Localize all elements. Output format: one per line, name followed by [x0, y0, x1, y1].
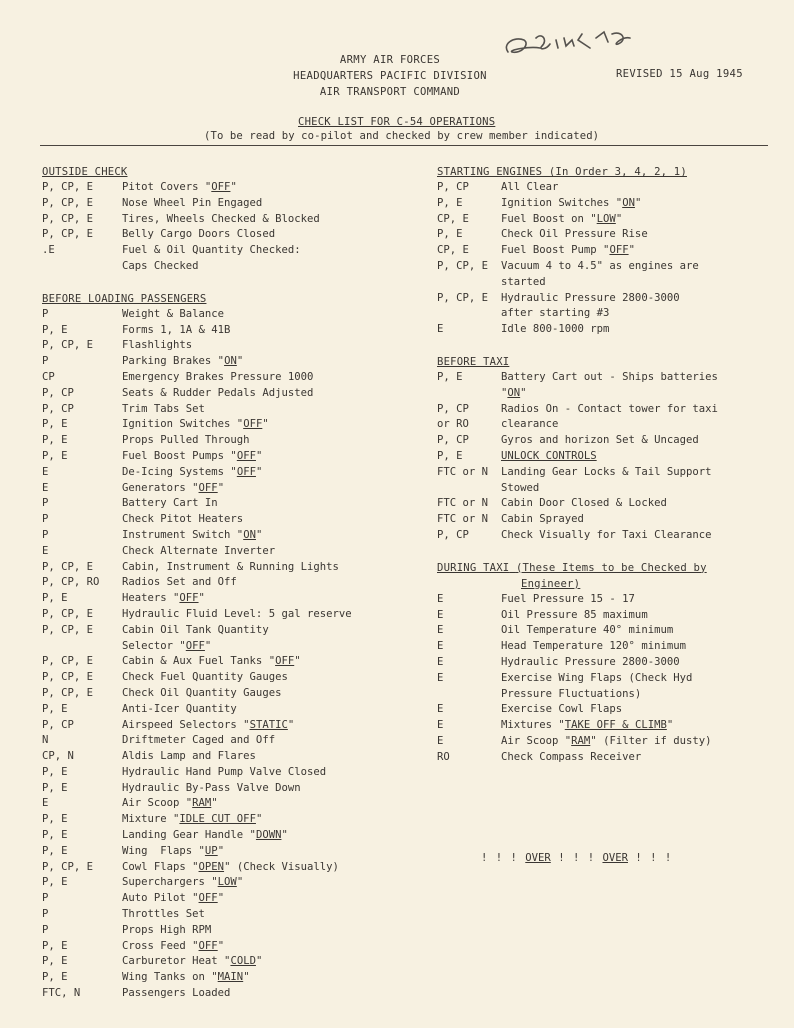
check-item-text: Battery Cart out - Ships batteries: [501, 370, 718, 383]
check-item-text: Ignition Switches "ON": [501, 196, 642, 209]
checklist-item: [42, 939, 422, 955]
checklist-item: [437, 702, 767, 718]
checklist-item: [437, 227, 767, 243]
check-item-text: All Clear: [501, 181, 559, 193]
header-divider: [40, 145, 768, 146]
section-title: OUTSIDE CHECK: [42, 166, 128, 178]
check-item-text: Cabin Door Closed & Locked: [501, 497, 667, 510]
section-title: BEFORE LOADING PASSENGERS: [42, 292, 207, 305]
crew-member: P, CP: [42, 386, 74, 399]
check-item-text: Hydraulic Fluid Level: 5 gal reserve: [122, 607, 352, 620]
checklist-item: [42, 402, 422, 418]
checklist-item: [42, 449, 422, 465]
crew-member: P, CP, E: [42, 560, 94, 573]
org-line-2: HEADQUARTERS PACIFIC DIVISION: [293, 70, 487, 82]
crew-member: [437, 481, 501, 497]
crew-member: P, E: [42, 813, 68, 826]
check-item-text: Air Scoop "RAM" (Filter if dusty): [501, 734, 712, 747]
checklist-item: [437, 196, 767, 212]
check-item-text: Fuel Boost Pump "OFF": [501, 244, 635, 257]
crew-member: P: [42, 908, 49, 921]
crew-member: E: [437, 640, 444, 653]
crew-member: P, CP: [42, 402, 74, 415]
checklist-item: [42, 338, 422, 354]
org-line-3: AIR TRANSPORT COMMAND: [319, 86, 461, 98]
checklist-item: [42, 307, 422, 323]
check-item-text: Props Pulled Through: [122, 434, 250, 447]
over-word-2: OVER: [602, 852, 628, 864]
check-item-text: Hydraulic Pressure 2800-3000: [501, 655, 680, 668]
checklist-item: [42, 212, 422, 228]
checklist-item: [437, 623, 767, 639]
checklist-item: [42, 875, 422, 891]
crew-member: E: [437, 719, 444, 732]
checklist-item: [437, 275, 767, 291]
check-item-text: Hydraulic By-Pass Valve Down: [122, 781, 301, 794]
check-item-text: Idle 800-1000 rpm: [501, 323, 610, 336]
check-item-text: Wing Flaps "UP": [122, 844, 225, 857]
crew-member: P: [42, 497, 49, 510]
checklist-item: [437, 671, 767, 687]
check-item-text: Throttles Set: [122, 908, 205, 921]
crew-member: P, E: [42, 844, 68, 857]
check-item-text: Check Pitot Heaters: [122, 513, 244, 526]
crew-member: CP, E: [437, 212, 469, 225]
section-before-taxi: [437, 354, 767, 544]
checklist-item: [437, 243, 767, 259]
checklist-item: [42, 860, 422, 876]
checklist-item: [42, 844, 422, 860]
check-item-text: Air Scoop "RAM": [122, 797, 218, 810]
check-item-text: Check Alternate Inverter: [122, 544, 276, 557]
exclamation-suffix: ! ! !: [635, 852, 673, 864]
checklist-item: [437, 386, 767, 402]
crew-member: CP, E: [437, 244, 469, 257]
crew-member: P, CP, E: [42, 607, 94, 620]
over-note: [481, 852, 672, 864]
over-word: OVER: [525, 852, 551, 864]
crew-member: P: [42, 513, 49, 526]
checklist-item: [437, 481, 767, 497]
document-title: CHECK LIST FOR C-54 OPERATIONS: [298, 116, 496, 128]
crew-member: E: [437, 734, 444, 747]
check-item-text: Check Compass Receiver: [501, 750, 642, 763]
checklist-item: [42, 749, 422, 765]
crew-member: FTC, N: [42, 987, 81, 1000]
section-title: BEFORE TAXI: [437, 355, 510, 368]
section-title-note: (These Items to be Checked by: [515, 561, 707, 574]
crew-member: P, CP, E: [437, 259, 489, 272]
check-item-text: Check Fuel Quantity Gauges: [122, 671, 288, 684]
crew-member: P: [42, 923, 49, 936]
check-item-text: Emergency Brakes Pressure 1000: [122, 370, 314, 383]
crew-member: P, CP, E: [42, 860, 94, 873]
check-item-text: Forms 1, 1A & 41B: [122, 323, 231, 336]
check-item-text: Selector "OFF": [122, 639, 212, 652]
checklist-item: [42, 227, 422, 243]
checklist-item: [42, 812, 422, 828]
section-title-note-2: Engineer): [521, 577, 581, 590]
checklist-item: [42, 259, 422, 275]
checklist-item: [42, 433, 422, 449]
crew-member: [42, 259, 122, 275]
checklist-item: [437, 608, 767, 624]
checklist-item: [437, 496, 767, 512]
checklist-item: [42, 765, 422, 781]
check-item-text: Anti-Icer Quantity: [122, 702, 237, 715]
crew-member: P, CP: [437, 402, 469, 415]
before-taxi-list: [437, 370, 767, 544]
crew-member: FTC or N: [437, 513, 489, 526]
before-loading-list: [42, 307, 422, 1002]
check-item-text: Radios On - Contact tower for taxi: [501, 402, 718, 415]
crew-member: E: [437, 624, 444, 637]
check-item-text: Carburetor Heat "COLD": [122, 955, 263, 968]
org-line-1: ARMY AIR FORCES: [339, 54, 441, 66]
crew-member: P: [42, 355, 49, 368]
check-item-text: Parking Brakes "ON": [122, 355, 244, 368]
checklist-item: [437, 718, 767, 734]
check-item-text: Cabin Oil Tank Quantity: [122, 623, 269, 636]
checklist-item: [42, 639, 422, 655]
checklist-item: [437, 465, 767, 481]
during-taxi-list: [437, 592, 767, 766]
check-item-text: Aldis Lamp and Flares: [122, 750, 256, 763]
crew-member: P, E: [42, 971, 68, 984]
checklist-item: [437, 417, 767, 433]
crew-member: E: [437, 655, 444, 668]
checklist-item: [42, 575, 422, 591]
checklist-item: [42, 417, 422, 433]
crew-member: [437, 687, 501, 703]
exclamation-prefix: ! ! !: [481, 852, 518, 864]
check-item-text: started: [501, 275, 546, 288]
check-item-text: Trim Tabs Set: [122, 402, 205, 415]
crew-member: P, CP: [437, 528, 469, 541]
check-item-text: Tires, Wheels Checked & Blocked: [122, 212, 320, 225]
check-item-text: De-Icing Systems "OFF": [122, 465, 263, 478]
check-item-text: Hydraulic Pressure 2800-3000: [501, 291, 680, 304]
crew-member: E: [42, 797, 49, 810]
checklist-item: [437, 402, 767, 418]
check-item-text: Instrument Switch "ON": [122, 528, 263, 541]
check-item-text: Weight & Balance: [122, 307, 225, 320]
check-item-text: Heaters "OFF": [122, 592, 205, 605]
checklist-item: [437, 180, 767, 196]
checklist-item: [42, 243, 422, 259]
crew-member: P, E: [437, 449, 463, 462]
checklist-item: [437, 291, 767, 307]
check-item-text: Exercise Wing Flaps (Check Hyd: [501, 671, 693, 684]
crew-member: P, E: [42, 876, 68, 889]
checklist-item: [42, 386, 422, 402]
section-title: STARTING ENGINES (In Order 3, 4, 2, 1): [437, 166, 687, 178]
checklist-item: [42, 733, 422, 749]
check-item-text: Flashlights: [122, 339, 193, 352]
check-item-text: Stowed: [501, 481, 540, 494]
check-item-text: clearance: [501, 418, 559, 431]
checklist-item: [42, 607, 422, 623]
crew-member: P, E: [437, 196, 463, 209]
crew-member: P, CP, RO: [42, 576, 100, 589]
check-item-text: Pressure Fluctuations): [501, 687, 642, 700]
checklist-item: [437, 212, 767, 228]
check-item-text: Hydraulic Hand Pump Valve Closed: [122, 765, 327, 778]
checklist-item: [437, 639, 767, 655]
crew-member: P, CP: [437, 434, 469, 447]
checklist-item: [437, 655, 767, 671]
organization-block: [240, 52, 540, 100]
checklist-item: [42, 686, 422, 702]
check-item-text: Generators "OFF": [122, 481, 225, 494]
checklist-item: [437, 687, 767, 703]
crew-member: [42, 639, 122, 655]
starting-engines-list: [437, 180, 767, 338]
section-title: [437, 560, 767, 576]
checklist-item: [437, 512, 767, 528]
checklist-item: [437, 592, 767, 608]
crew-member: P, E: [42, 955, 68, 968]
check-item-text: Driftmeter Caged and Off: [122, 734, 276, 747]
crew-member: P, E: [42, 781, 68, 794]
checklist-item: [42, 496, 422, 512]
crew-member: P, E: [42, 592, 68, 605]
checklist-item: [42, 654, 422, 670]
section-before-loading-passengers: [42, 291, 422, 1002]
crew-member: E: [42, 465, 49, 478]
section-outside-check: [42, 164, 422, 275]
crew-member: [437, 386, 501, 402]
checklist-item: [42, 718, 422, 734]
crew-member: E: [42, 544, 49, 557]
check-item-text: Airspeed Selectors "STATIC": [122, 718, 295, 731]
checklist-item: [42, 354, 422, 370]
crew-member: P, CP, E: [42, 181, 94, 193]
checklist-item: [42, 465, 422, 481]
crew-member: E: [42, 481, 49, 494]
check-item-text: Belly Cargo Doors Closed: [122, 228, 276, 241]
crew-member: P, CP, E: [42, 196, 94, 209]
crew-member: E: [437, 608, 444, 621]
checklist-item: [42, 828, 422, 844]
check-item-text: Check Oil Pressure Rise: [501, 228, 648, 241]
check-item-text: Radios Set and Off: [122, 576, 237, 589]
crew-member: or RO: [437, 418, 469, 431]
check-item-text: Pitot Covers "OFF": [122, 181, 237, 193]
checklist-item: [437, 259, 767, 275]
crew-member: [437, 275, 501, 291]
crew-member: CP, N: [42, 750, 74, 763]
check-item-text: Landing Gear Handle "DOWN": [122, 829, 288, 842]
check-item-text: Cabin Sprayed: [501, 513, 584, 526]
document-subtitle: (To be read by co-pilot and checked by crew member indicated): [204, 130, 600, 142]
crew-member: [437, 306, 501, 322]
check-item-text: Cabin & Aux Fuel Tanks "OFF": [122, 655, 301, 668]
section-title-main: DURING TAXI: [437, 561, 510, 574]
checklist-item: [42, 323, 422, 339]
checklist-item: [42, 560, 422, 576]
checklist-item: [42, 544, 422, 560]
checklist-item: [42, 954, 422, 970]
check-item-text: Gyros and horizon Set & Uncaged: [501, 434, 699, 447]
crew-member: P, E: [42, 434, 68, 447]
checklist-item: [42, 180, 422, 196]
crew-member: E: [437, 703, 444, 716]
checklist-item: [42, 623, 422, 639]
crew-member: E: [437, 671, 444, 684]
check-item-text: Superchargers "LOW": [122, 876, 244, 889]
check-item-text: Check Visually for Taxi Clearance: [501, 528, 712, 541]
outside-check-list: [42, 180, 422, 275]
crew-member: P, CP: [437, 181, 469, 193]
check-item-text: after starting #3: [501, 307, 610, 320]
checklist-item: [42, 370, 422, 386]
check-item-text: Cabin, Instrument & Running Lights: [122, 560, 339, 573]
check-item-text: Cross Feed "OFF": [122, 939, 225, 952]
checklist-item: [437, 306, 767, 322]
checklist-item: [437, 449, 767, 465]
check-item-text: Head Temperature 120° minimum: [501, 640, 686, 653]
crew-member: P, CP, E: [42, 655, 94, 668]
crew-member: P, E: [42, 418, 68, 431]
check-item-text: Fuel Pressure 15 - 17: [501, 592, 635, 605]
check-item-text: Seats & Rudder Pedals Adjusted: [122, 386, 314, 399]
crew-member: P, CP, E: [42, 228, 94, 241]
crew-member: N: [42, 734, 49, 747]
check-item-text: Landing Gear Locks & Tail Support: [501, 465, 712, 478]
checklist-item: [42, 196, 422, 212]
crew-member: E: [437, 592, 444, 605]
checklist-item: [42, 796, 422, 812]
checklist-item: [42, 670, 422, 686]
crew-member: P, E: [42, 829, 68, 842]
check-item-text: "ON": [501, 386, 527, 399]
check-item-text: Oil Temperature 40° minimum: [501, 624, 674, 637]
crew-member: P, CP, E: [42, 686, 94, 699]
check-item-text: Caps Checked: [122, 259, 199, 272]
check-item-text: Exercise Cowl Flaps: [501, 703, 623, 716]
crew-member: P: [42, 528, 49, 541]
check-item-text: Fuel Boost Pumps "OFF": [122, 449, 263, 462]
check-item-text: Mixtures "TAKE OFF & CLIMB": [501, 719, 674, 732]
crew-member: RO: [437, 750, 450, 763]
check-item-text: Battery Cart In: [122, 497, 218, 510]
crew-member: P, E: [42, 449, 68, 462]
check-item-text: Ignition Switches "OFF": [122, 418, 269, 431]
checklist-item: [42, 512, 422, 528]
checklist-item: [437, 528, 767, 544]
check-item-text: Vacuum 4 to 4.5" as engines are: [501, 259, 699, 272]
check-item-text: Fuel Boost on "LOW": [501, 212, 623, 225]
check-item-text: Auto Pilot "OFF": [122, 892, 225, 905]
crew-member: FTC or N: [437, 497, 489, 510]
crew-member: P, E: [42, 323, 68, 336]
checklist-item: [42, 481, 422, 497]
checklist-item: [437, 433, 767, 449]
check-item-text: Check Oil Quantity Gauges: [122, 686, 282, 699]
crew-member: P: [42, 892, 49, 905]
checklist-item: [42, 907, 422, 923]
crew-member: P, E: [42, 939, 68, 952]
crew-member: P, CP: [42, 718, 74, 731]
check-item-text: Wing Tanks on "MAIN": [122, 971, 250, 984]
crew-member: P, CP, E: [42, 671, 94, 684]
check-item-text: Cowl Flaps "OPEN" (Check Visually): [122, 860, 339, 873]
section-starting-engines: [437, 164, 767, 338]
section-during-taxi: [437, 560, 767, 766]
crew-member: P, CP, E: [437, 291, 489, 304]
crew-member: P, E: [437, 228, 463, 241]
checklist-item: [437, 370, 767, 386]
crew-member: P, E: [42, 765, 68, 778]
revised-date: REVISED 15 Aug 1945: [616, 68, 743, 80]
checklist-item: [42, 970, 422, 986]
crew-member: P, E: [437, 370, 463, 383]
checklist-item: [42, 591, 422, 607]
right-column: [437, 164, 767, 782]
crew-member: P: [42, 307, 49, 320]
checklist-item: [42, 986, 422, 1002]
crew-member: P, CP, E: [42, 339, 94, 352]
checklist-item: [42, 923, 422, 939]
section-title-note-cont: [437, 576, 767, 592]
crew-member: FTC or N: [437, 465, 489, 478]
crew-member: P, E: [42, 702, 68, 715]
crew-member: P, CP, E: [42, 212, 94, 225]
check-item-text: Passengers Loaded: [122, 987, 231, 1000]
check-item-text: Oil Pressure 85 maximum: [501, 608, 648, 621]
checklist-item: [437, 734, 767, 750]
handwritten-signature-icon: [500, 26, 650, 62]
exclamation-middle: ! ! !: [558, 852, 596, 864]
checklist-item: [42, 702, 422, 718]
checklist-item: [437, 322, 767, 338]
checklist-item: [42, 528, 422, 544]
checklist-item: [437, 750, 767, 766]
crew-member: E: [437, 323, 444, 336]
left-column: [42, 164, 422, 1018]
check-item-text: Mixture "IDLE CUT OFF": [122, 813, 263, 826]
checklist-item: [42, 781, 422, 797]
check-item-text: Nose Wheel Pin Engaged: [122, 196, 263, 209]
crew-member: .E: [42, 244, 55, 257]
check-item-text: UNLOCK CONTROLS: [501, 449, 597, 462]
checklist-item: [42, 891, 422, 907]
crew-member: CP: [42, 370, 55, 383]
check-item-text: Props High RPM: [122, 923, 212, 936]
crew-member: P, CP, E: [42, 623, 94, 636]
check-item-text: Fuel & Oil Quantity Checked:: [122, 244, 301, 257]
